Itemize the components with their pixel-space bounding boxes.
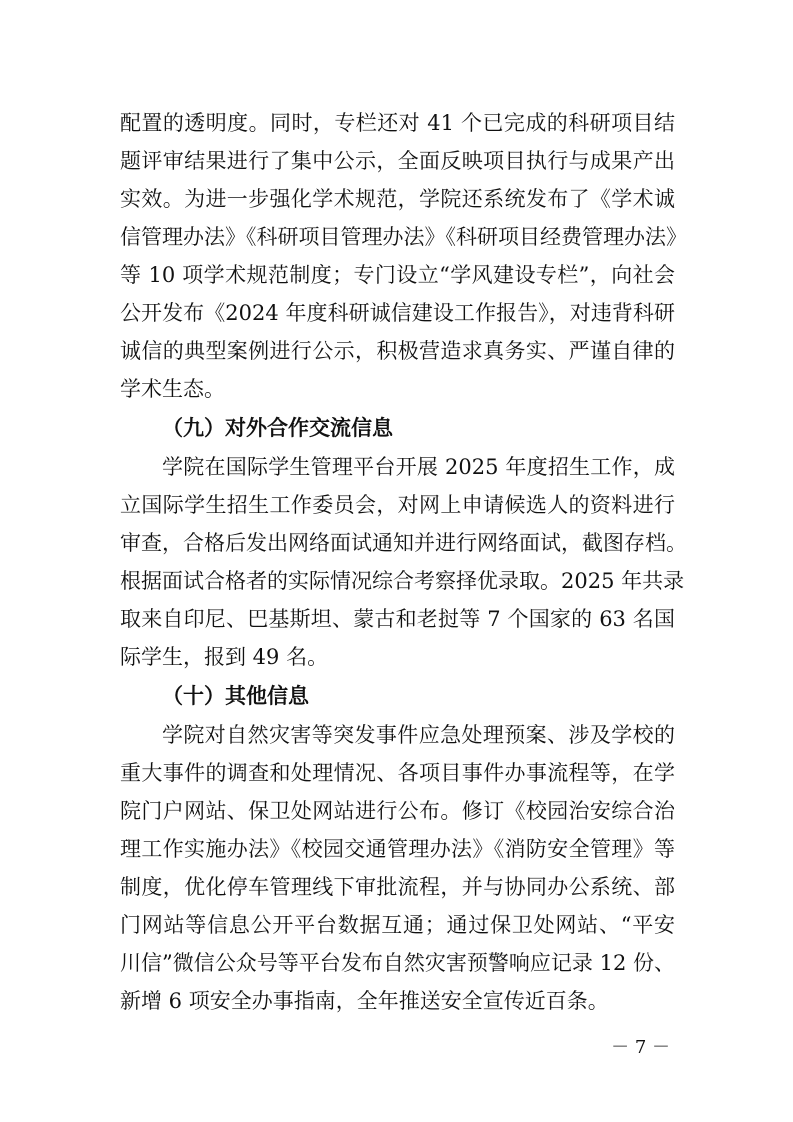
paragraph-line: 理工作实施办法》《校园交通管理办法》《消防安全管理》等 [120,837,675,861]
page-number: － 7 － [611,1037,670,1058]
paragraph-line: 诚信的典型案例进行公示，积极营造求真务实、严谨自律的 [120,339,675,363]
paragraph-line: 学院对自然灾害等突发事件应急处理预案、涉及学校的 [162,723,675,747]
paragraph-line: 川信”微信公众号等平台发布自然灾害预警响应记录 12 份、 [120,951,675,975]
paragraph-line: 信管理办法》《科研项目管理办法》《科研项目经费管理办法》 [120,225,687,249]
paragraph-line: 审查，合格后发出网络面试通知并进行网络面试，截图存档。 [120,531,687,555]
paragraph-line: 院门户网站、保卫处网站进行公布。修订《校园治安综合治 [120,799,675,823]
paragraph-line: 立国际学生招生工作委员会，对网上申请候选人的资料进行 [120,493,675,517]
paragraph-line: 重大事件的调查和处理情况、各项目事件办事流程等，在学 [120,761,675,785]
paragraph-line: 题评审结果进行了集中公示，全面反映项目执行与成果产出 [120,149,675,173]
paragraph-line: 门网站等信息公开平台数据互通；通过保卫处网站、“平安 [120,913,675,937]
section-heading-9: （九）对外合作交流信息 [162,416,393,440]
paragraph-line: 学术生态。 [120,377,225,401]
paragraph-line: 等 10 项学术规范制度；专门设立“学风建设专栏”，向社会 [120,263,675,287]
paragraph-line: 实效。为进一步强化学术规范，学院还系统发布了《学术诚 [120,187,675,211]
paragraph-line: 根据面试合格者的实际情况综合考察择优录取。2025 年共录 [120,569,685,593]
paragraph-line: 学院在国际学生管理平台开展 2025 年度招生工作，成 [162,455,675,479]
paragraph-line: 制度，优化停车管理线下审批流程，并与协同办公系统、部 [120,875,675,899]
paragraph-line: 取来自印尼、巴基斯坦、蒙古和老挝等 7 个国家的 63 名国 [120,607,675,631]
section-heading-10: （十）其他信息 [162,684,309,708]
paragraph-line: 配置的透明度。同时，专栏还对 41 个已完成的科研项目结 [120,111,675,135]
paragraph-line: 公开发布《2024 年度科研诚信建设工作报告》，对违背科研 [120,301,675,325]
paragraph-line: 际学生，报到 49 名。 [120,645,329,669]
paragraph-line: 新增 6 项安全办事指南，全年推送安全宣传近百条。 [120,989,609,1013]
